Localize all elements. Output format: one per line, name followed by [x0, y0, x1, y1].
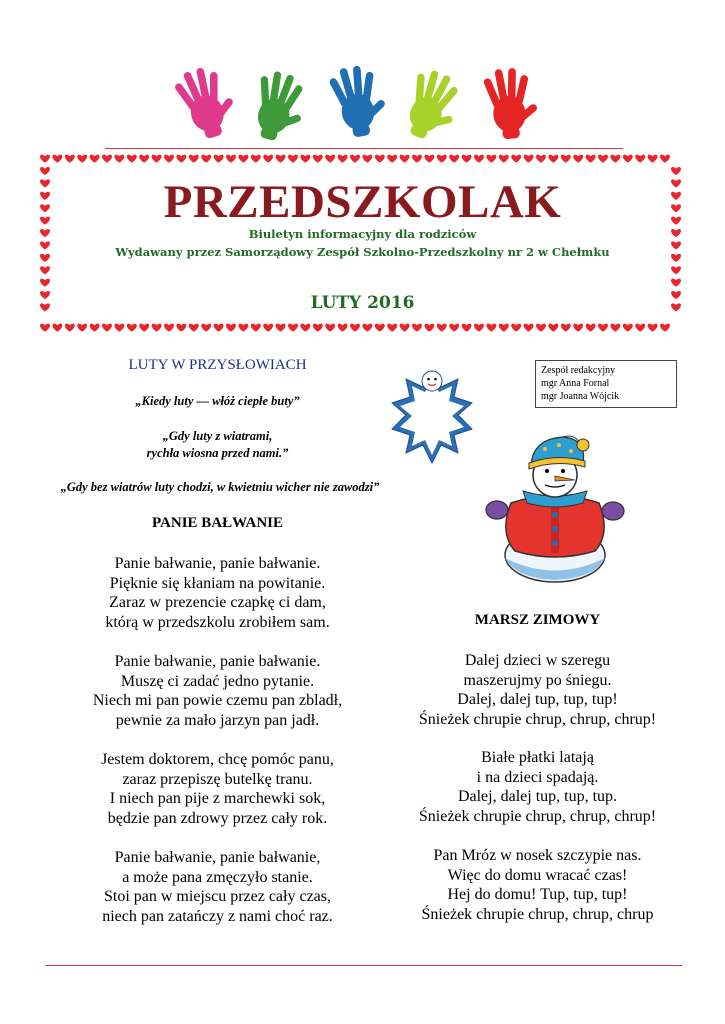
- poem-line: pewnie za mało jarzyn pan jadł.: [115, 711, 320, 729]
- heart-icon: [623, 324, 633, 332]
- heart-icon: [77, 155, 87, 163]
- heart-icon: [152, 324, 162, 332]
- editor-name: mgr Anna Fornal: [541, 378, 610, 389]
- heart-icon: [263, 324, 273, 332]
- hand-icon: [395, 65, 468, 140]
- heart-icon: [635, 155, 645, 163]
- hand-icon: [327, 62, 392, 140]
- hand-icon: [245, 67, 312, 140]
- heart-icon: [350, 155, 360, 163]
- heart-icon: [511, 324, 521, 332]
- editors-heading: Zespół redakcyjny: [541, 365, 616, 376]
- heart-icon: [251, 155, 261, 163]
- heart-icon: [375, 155, 385, 163]
- heart-icon: [176, 155, 186, 163]
- heart-icon: [387, 155, 397, 163]
- heart-icon: [623, 155, 633, 163]
- heart-icon: [300, 324, 310, 332]
- heart-icon: [648, 324, 658, 332]
- heart-icon: [387, 324, 397, 332]
- poem-line: Śnieżek chrupie chrup, chrup, chrup!: [418, 710, 657, 728]
- heart-icon: [586, 324, 596, 332]
- poem-line: Śnieżek chrupie chrup, chrup, chrup: [421, 905, 654, 923]
- poem-title-marsz-zimowy: MARSZ ZIMOWY: [474, 612, 601, 628]
- heart-icon: [449, 155, 459, 163]
- heart-icon: [598, 324, 608, 332]
- heart-icon: [90, 155, 100, 163]
- heart-icon: [350, 324, 360, 332]
- heart-icon: [610, 324, 620, 332]
- poem-line: Panie bałwanie, panie bałwanie.: [114, 653, 321, 670]
- heart-icon: [524, 155, 534, 163]
- poem-stanza: [395, 651, 680, 729]
- issue-month: LUTY 2016: [310, 293, 415, 313]
- poem-line: Niech mi pan powie czemu pan zbladł,: [92, 692, 343, 709]
- poem-line: Dalej, dalej tup, tup, tup!: [457, 691, 618, 708]
- poem-stanza: [45, 554, 390, 632]
- bottom-divider: [45, 965, 682, 966]
- heart-icon: [536, 324, 546, 332]
- poem-stanza: [45, 652, 390, 730]
- heart-icon: [40, 279, 50, 287]
- newsletter-publisher: Wydawany przez Samorządowy Zespół Szkolno-Przedszkolny nr 2 w Chełmku: [115, 245, 610, 259]
- heart-icon: [524, 324, 534, 332]
- poem-line: Panie bałwanie, panie bałwanie.: [114, 555, 321, 572]
- poem-stanza: [395, 846, 680, 924]
- poem-line: Panie bałwanie, panie bałwanie,: [114, 849, 321, 866]
- poem-line: i na dzieci spadają.: [476, 768, 599, 786]
- heart-icon: [338, 155, 348, 163]
- proverb: „Gdy bez wiatrów luty chodzi, w kwietniu wicher nie zawodzi”: [60, 480, 380, 494]
- heart-icon: [449, 324, 459, 332]
- heart-icon: [127, 324, 137, 332]
- heart-icon: [214, 155, 224, 163]
- poem-line: Śnieżek chrupie chrup, chrup, chrup!: [418, 807, 657, 825]
- hand-icon: [482, 66, 541, 140]
- newsletter-subtitle: Biuletyn informacyjny dla rodziców: [248, 227, 477, 241]
- heart-icon: [102, 324, 112, 332]
- heart-icon: [474, 324, 484, 332]
- heart-icon: [276, 324, 286, 332]
- poem-line: Więc do domu wracać czas!: [447, 866, 628, 884]
- heart-icon: [164, 155, 174, 163]
- heart-icon: [573, 324, 583, 332]
- editor-name: mgr Joanna Wójcik: [541, 391, 620, 402]
- heart-icon: [288, 155, 298, 163]
- heart-icon: [139, 155, 149, 163]
- heart-icon: [548, 155, 558, 163]
- heart-icon: [424, 155, 434, 163]
- heart-icon: [671, 279, 681, 287]
- heart-icon: [548, 324, 558, 332]
- heart-icon: [300, 155, 310, 163]
- heart-icon: [238, 155, 248, 163]
- poem-stanza: [45, 848, 390, 926]
- poem-line: Jestem doktorem, chcę pomóc panu,: [101, 751, 334, 768]
- snowflake-icon: [385, 365, 480, 465]
- heart-icon: [251, 324, 261, 332]
- heart-icon: [462, 155, 472, 163]
- heart-icon: [176, 324, 186, 332]
- heart-icon: [648, 155, 658, 163]
- poem-title-panie-balwanie: PANIE BAŁWANIE: [152, 515, 283, 531]
- heart-icon: [214, 324, 224, 332]
- heart-icon: [561, 155, 571, 163]
- heart-icon: [598, 155, 608, 163]
- snowman-icon: [483, 433, 628, 583]
- poem-line: I niech pan pije z marchewki sok,: [109, 790, 326, 807]
- heart-icon: [424, 324, 434, 332]
- heart-icon: [226, 324, 236, 332]
- heart-icon: [40, 324, 50, 332]
- heart-icon: [263, 155, 273, 163]
- heart-icon: [40, 266, 50, 274]
- heart-icon: [90, 324, 100, 332]
- poem-line: Hej do domu! Tup, tup, tup!: [447, 886, 628, 903]
- heart-icon: [338, 324, 348, 332]
- poem-stanza: [395, 748, 680, 826]
- heart-icon: [102, 155, 112, 163]
- heart-icon: [486, 155, 496, 163]
- heart-icon: [660, 155, 670, 163]
- proverb: „Kiedy luty — włóż ciepłe buty”: [135, 394, 300, 408]
- heart-icon: [412, 155, 422, 163]
- heart-icon: [499, 155, 509, 163]
- heart-icon: [437, 155, 447, 163]
- poem-line: będzie pan zdrowy przez cały rok.: [107, 809, 328, 827]
- heart-icon: [114, 324, 124, 332]
- heart-icon: [52, 324, 62, 332]
- heart-icon: [52, 155, 62, 163]
- heart-icon: [325, 324, 335, 332]
- poem-line: którą w przedszkolu zrobiłem sam.: [105, 613, 330, 631]
- editorial-team-box: [535, 360, 677, 408]
- proverb: rychła wiosna przed nami.”: [146, 446, 289, 460]
- heart-icon: [412, 324, 422, 332]
- heart-icon: [610, 155, 620, 163]
- poem-stanza: [45, 750, 390, 828]
- heart-icon: [189, 155, 199, 163]
- heart-icon: [561, 324, 571, 332]
- heart-icon: [362, 155, 372, 163]
- heart-icon: [201, 155, 211, 163]
- poem-line: Pięknie się kłaniam na powitanie.: [109, 574, 326, 592]
- hands-decoration: [170, 55, 550, 140]
- top-divider: [105, 148, 623, 149]
- heart-icon: [325, 155, 335, 163]
- poem-line: niech pan zatańczy z nami choć raz.: [102, 907, 333, 925]
- heart-icon: [474, 155, 484, 163]
- heart-icon: [671, 266, 681, 274]
- heart-icon: [671, 167, 681, 175]
- heart-icon: [586, 155, 596, 163]
- heart-icon: [40, 155, 50, 163]
- poem-line: Stoi pan w miejscu przez cały czas,: [103, 888, 332, 905]
- heart-icon: [375, 324, 385, 332]
- poem-line: Dalej dzieci w szeregu: [464, 652, 611, 669]
- proverb: „Gdy luty z wiatrami,: [162, 429, 273, 443]
- poem-line: maszerujmy po śniegu.: [463, 671, 612, 689]
- poem-line: Muszę ci zadać jedno pytanie.: [120, 672, 315, 690]
- heart-icon: [635, 324, 645, 332]
- heart-icon: [201, 324, 211, 332]
- poem-line: Pan Mróz w nosek szczypie nas.: [433, 847, 642, 864]
- heart-icon: [313, 155, 323, 163]
- heart-icon: [276, 155, 286, 163]
- heart-icon: [127, 155, 137, 163]
- heart-icon: [226, 155, 236, 163]
- poem-line: Dalej, dalej tup, tup, tup.: [457, 788, 618, 805]
- heart-icon: [164, 324, 174, 332]
- heart-icon: [573, 155, 583, 163]
- heart-icon: [40, 167, 50, 175]
- proverbs-heading: LUTY W PRZYSŁOWIACH: [128, 357, 307, 373]
- heart-icon: [486, 324, 496, 332]
- poem-line: Zaraz w prezencie czapkę ci dam,: [109, 594, 326, 611]
- heart-icon: [189, 324, 199, 332]
- heart-icon: [152, 155, 162, 163]
- heart-icon: [437, 324, 447, 332]
- newsletter-title: PRZEDSZKOLAK: [163, 176, 562, 228]
- hand-icon: [170, 61, 242, 140]
- heart-icon: [77, 324, 87, 332]
- heart-icon: [400, 324, 410, 332]
- heart-icon: [65, 324, 75, 332]
- poem-line: Białe płatki latają: [481, 749, 594, 766]
- heart-icon: [288, 324, 298, 332]
- heart-icon: [511, 155, 521, 163]
- heart-icon: [65, 155, 75, 163]
- heart-icon: [400, 155, 410, 163]
- heart-icon: [536, 155, 546, 163]
- heart-icon: [238, 324, 248, 332]
- poem-line: a może pana zmęczyło stanie.: [122, 868, 313, 886]
- heart-icon: [114, 155, 124, 163]
- heart-icon: [660, 324, 670, 332]
- heart-icon: [499, 324, 509, 332]
- heart-icon: [362, 324, 372, 332]
- heart-icon: [462, 324, 472, 332]
- poem-line: zaraz przepiszę butelkę tranu.: [122, 770, 313, 788]
- heart-icon: [313, 324, 323, 332]
- heart-icon: [139, 324, 149, 332]
